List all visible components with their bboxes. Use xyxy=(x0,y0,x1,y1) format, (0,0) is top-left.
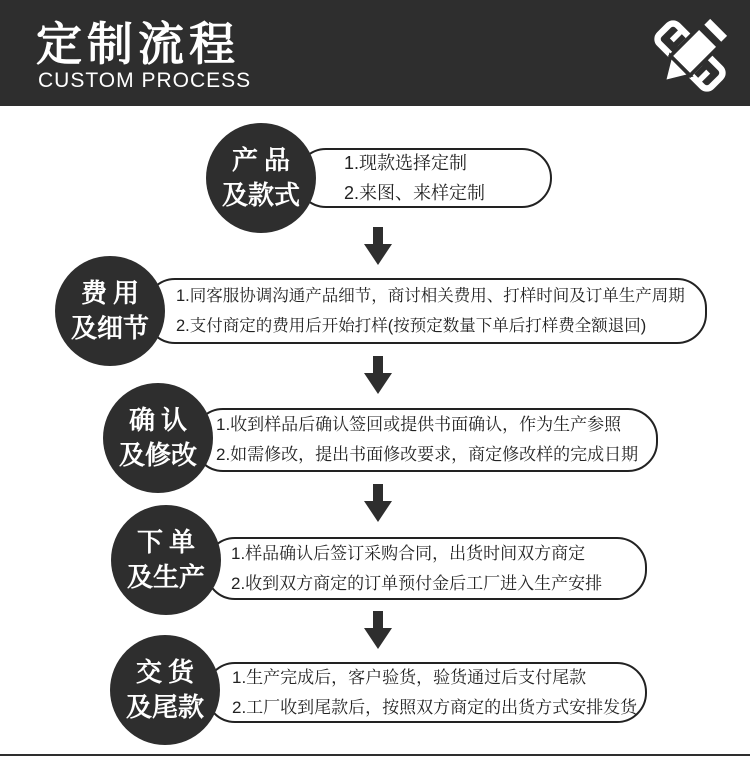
step-detail-item: 1.样品确认后签订采购合同，出货时间双方商定 xyxy=(231,543,586,563)
step-title-line2: 及修改 xyxy=(118,440,197,470)
step-detail-item: 2.来图、来样定制 xyxy=(344,183,486,203)
step-circle-label xyxy=(55,256,165,366)
step-detail-item: 1.生产完成后，客户验货，验货通过后支付尾款 xyxy=(232,667,587,687)
step-detail-item: 2.如需修改，提出书面修改要求，商定修改样的完成日期 xyxy=(216,445,639,464)
step-detail-item: 2.收到双方商定的订单预付金后工厂进入生产安排 xyxy=(231,573,603,593)
step-title-line1: 下单 xyxy=(136,527,201,557)
step-title-line1: 费用 xyxy=(80,278,145,308)
step-title-line1: 确认 xyxy=(128,405,193,435)
step-detail-item: 1.同客服协调沟通产品细节，商讨相关费用、打样时间及订单生产周期 xyxy=(176,287,685,305)
down-arrow-icon xyxy=(364,611,392,649)
page-subtitle: CUSTOM PROCESS xyxy=(38,69,252,92)
down-arrow-icon xyxy=(364,227,392,265)
step-circle-label xyxy=(111,505,221,615)
step-details-box xyxy=(145,278,707,344)
page-title: 定制流程 xyxy=(36,18,240,70)
footer-divider xyxy=(0,754,750,756)
step-details-box xyxy=(205,662,647,723)
step-details-box xyxy=(296,148,552,208)
step-circle-label xyxy=(206,123,316,233)
down-arrow-icon xyxy=(364,484,392,522)
step-title-line1: 交货 xyxy=(135,657,200,687)
step-title-line2: 及细节 xyxy=(70,313,149,343)
step-title-line2: 及尾款 xyxy=(125,692,204,722)
step-circle-label xyxy=(110,635,220,745)
down-arrow-icon xyxy=(364,356,392,394)
step-detail-item: 1.现款选择定制 xyxy=(344,153,468,173)
step-circle-label xyxy=(103,383,213,493)
pencil-ruler-icon xyxy=(644,10,736,102)
step-details-box xyxy=(205,537,647,600)
step-detail-item: 2.支付商定的费用后开始打样(按预定数量下单后打样费全额退回) xyxy=(176,317,647,335)
step-title-line1: 产品 xyxy=(231,145,296,175)
step-details-box xyxy=(193,408,658,472)
header-banner xyxy=(0,0,750,106)
step-title-line2: 及生产 xyxy=(126,562,205,592)
step-title-line2: 及款式 xyxy=(221,180,300,210)
step-detail-item: 2.工厂收到尾款后，按照双方商定的出货方式安排发货 xyxy=(232,697,638,717)
step-detail-item: 1.收到样品后确认签回或提供书面确认，作为生产参照 xyxy=(216,415,622,434)
